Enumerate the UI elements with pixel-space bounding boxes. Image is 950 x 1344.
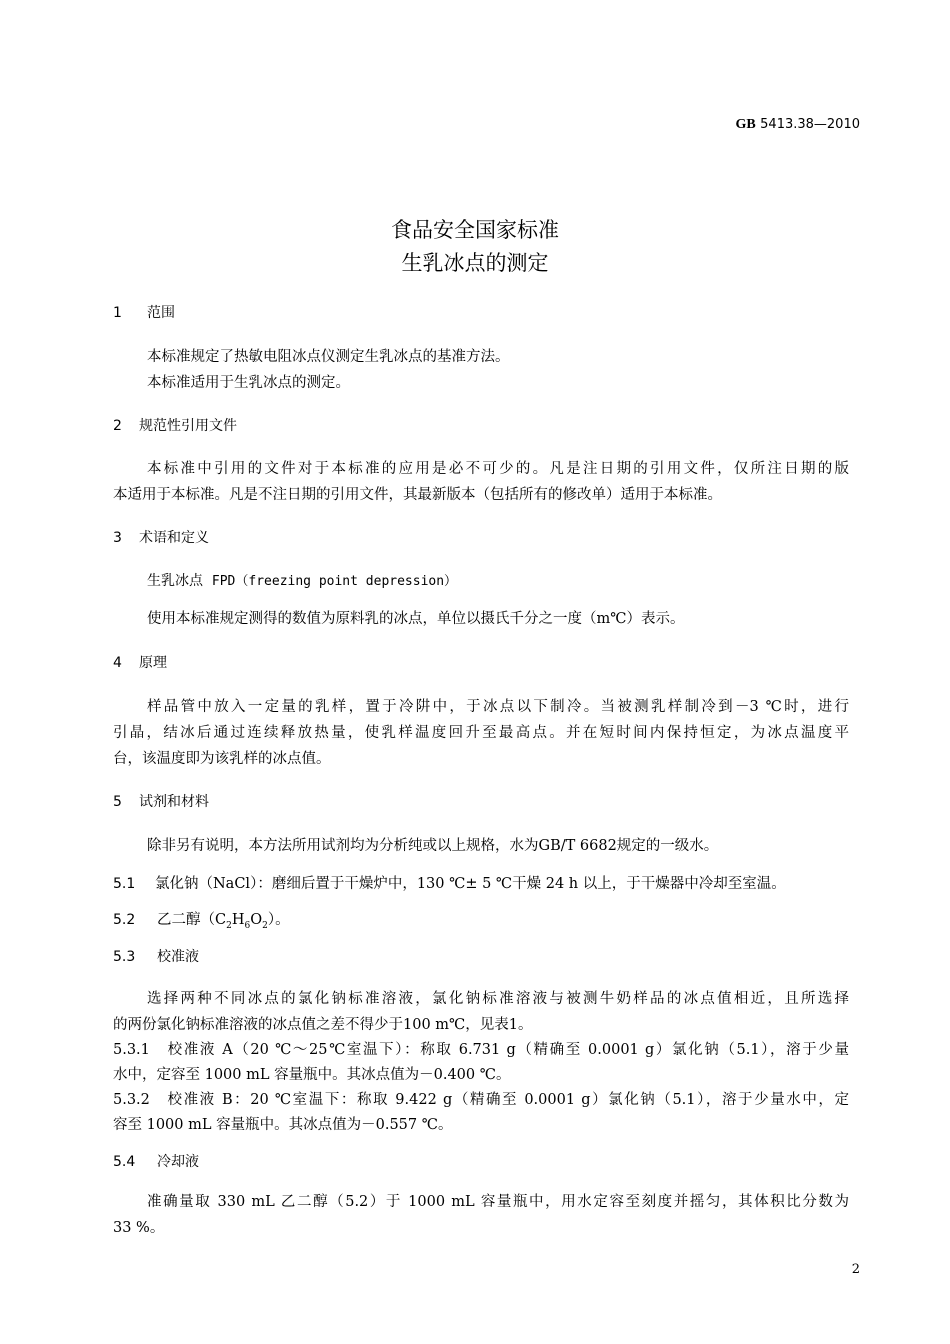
section-4-heading	[113, 652, 167, 672]
clause-number: 5.3	[113, 949, 136, 965]
subscript: 2	[226, 920, 232, 931]
paragraph-line: 样品管中放入一定量的乳样，置于冷阱中，于冰点以下制冷。当被测乳样制冷到－3 ℃时，进行	[147, 699, 849, 715]
clause-5-3-heading	[113, 946, 199, 966]
clause-number: 5.4	[113, 1154, 136, 1170]
section-3-heading	[113, 527, 209, 547]
paragraph-line: 的两份氯化钠标准溶液的冰点值之差不得少于100 m℃，见表1。	[113, 1017, 533, 1033]
standard-prefix: GB	[735, 117, 756, 132]
clause-title: 校准液	[157, 949, 199, 965]
document-header	[735, 116, 860, 133]
section-title: 规范性引用文件	[139, 418, 237, 434]
clause-text: 氯化钠（NaCl）：磨细后置于干燥炉中，130 ℃± 5 ℃干燥 24 h 以上，于干燥器中冷却至室温。	[155, 876, 786, 892]
clause-5-3-1-line: 水中，定容至 1000 mL 容量瓶中。其冰点值为－0.400 ℃。	[113, 1067, 511, 1083]
clause-5-4-heading	[113, 1151, 199, 1171]
clause-title: 冷却液	[157, 1154, 199, 1170]
clause-text-part: H	[231, 912, 245, 928]
section-number: 4	[113, 655, 122, 671]
paragraph-line: 台，该温度即为该乳样的冰点值。	[113, 751, 331, 767]
paragraph-line: 33 %。	[113, 1220, 165, 1236]
paragraph: 本标准适用于生乳冰点的测定。	[147, 375, 350, 391]
clause-5-3-2-line: 容至 1000 mL 容量瓶中。其冰点值为－0.557 ℃。	[113, 1117, 453, 1133]
paragraph-line: 本标准中引用的文件对于本标准的应用是必不可少的。凡是注日期的引用文件，仅所注日期的版	[147, 461, 849, 477]
term-english: FPD（freezing point depression）	[211, 574, 458, 589]
section-number: 3	[113, 530, 122, 546]
section-title: 范围	[147, 305, 175, 321]
subscript: 2	[262, 920, 268, 931]
clause-text-part: ）。	[267, 912, 290, 928]
paragraph-line: 选择两种不同冰点的氯化钠标准溶液，氯化钠标准溶液与被测牛奶样品的冰点值相近，且所选择	[147, 991, 849, 1007]
section-title: 试剂和材料	[139, 794, 209, 810]
clause-5-3-2-line: 5.3.2 校准液 B：20 ℃室温下：称取 9.422 g（精确至 0.0001 g）氯化钠（5.1），溶于少量水中，定	[113, 1092, 849, 1108]
clause-text-part: O	[250, 912, 263, 928]
clause-number: 5.2	[113, 912, 136, 928]
term-definition: 使用本标准规定测得的数值为原料乳的冰点，单位以摄氏千分之一度（m℃）表示。	[147, 611, 685, 627]
page-subtitle: 生乳冰点的测定	[401, 251, 549, 275]
section-title: 原理	[139, 655, 167, 671]
section-number: 1	[113, 305, 122, 321]
term-name: 生乳冰点	[147, 573, 203, 589]
paragraph-line: 准确量取 330 mL 乙二醇（5.2）于 1000 mL 容量瓶中，用水定容至刻度并摇匀，其体积比分数为	[147, 1194, 849, 1210]
page-title: 食品安全国家标准	[391, 218, 559, 242]
clause-5-3-1-line: 5.3.1 校准液 A（20 ℃～25℃室温下）：称取 6.731 g（精确至 0.0001 g）氯化钠（5.1），溶于少量	[113, 1042, 849, 1058]
paragraph: 本标准规定了热敏电阻冰点仪测定生乳冰点的基准方法。	[147, 349, 510, 365]
section-title: 术语和定义	[139, 530, 209, 546]
section-1-heading	[113, 302, 175, 322]
clause-5-2	[113, 908, 290, 931]
clause-5-1	[113, 872, 786, 893]
paragraph-line: 引晶，结冰后通过连续释放热量，使乳样温度回升至最高点。并在短时间内保持恒定，为冰点温度平	[113, 725, 849, 741]
paragraph-line: 本适用于本标准。凡是不注日期的引用文件，其最新版本（包括所有的修改单）适用于本标准。	[113, 487, 722, 503]
section-5-heading	[113, 791, 209, 811]
clause-text-part: 乙二醇（C	[157, 912, 227, 928]
section-number: 2	[113, 418, 122, 434]
term-entry	[147, 570, 457, 590]
subscript: 6	[244, 920, 251, 931]
clause-number: 5.1	[113, 876, 136, 892]
standard-number: 5413.38—2010	[760, 117, 860, 132]
page-number: 2	[851, 1262, 860, 1277]
section-number: 5	[113, 794, 122, 810]
paragraph: 除非另有说明，本方法所用试剂均为分析纯或以上规格，水为GB/T 6682规定的一级水。	[147, 838, 719, 854]
section-2-heading	[113, 415, 237, 435]
